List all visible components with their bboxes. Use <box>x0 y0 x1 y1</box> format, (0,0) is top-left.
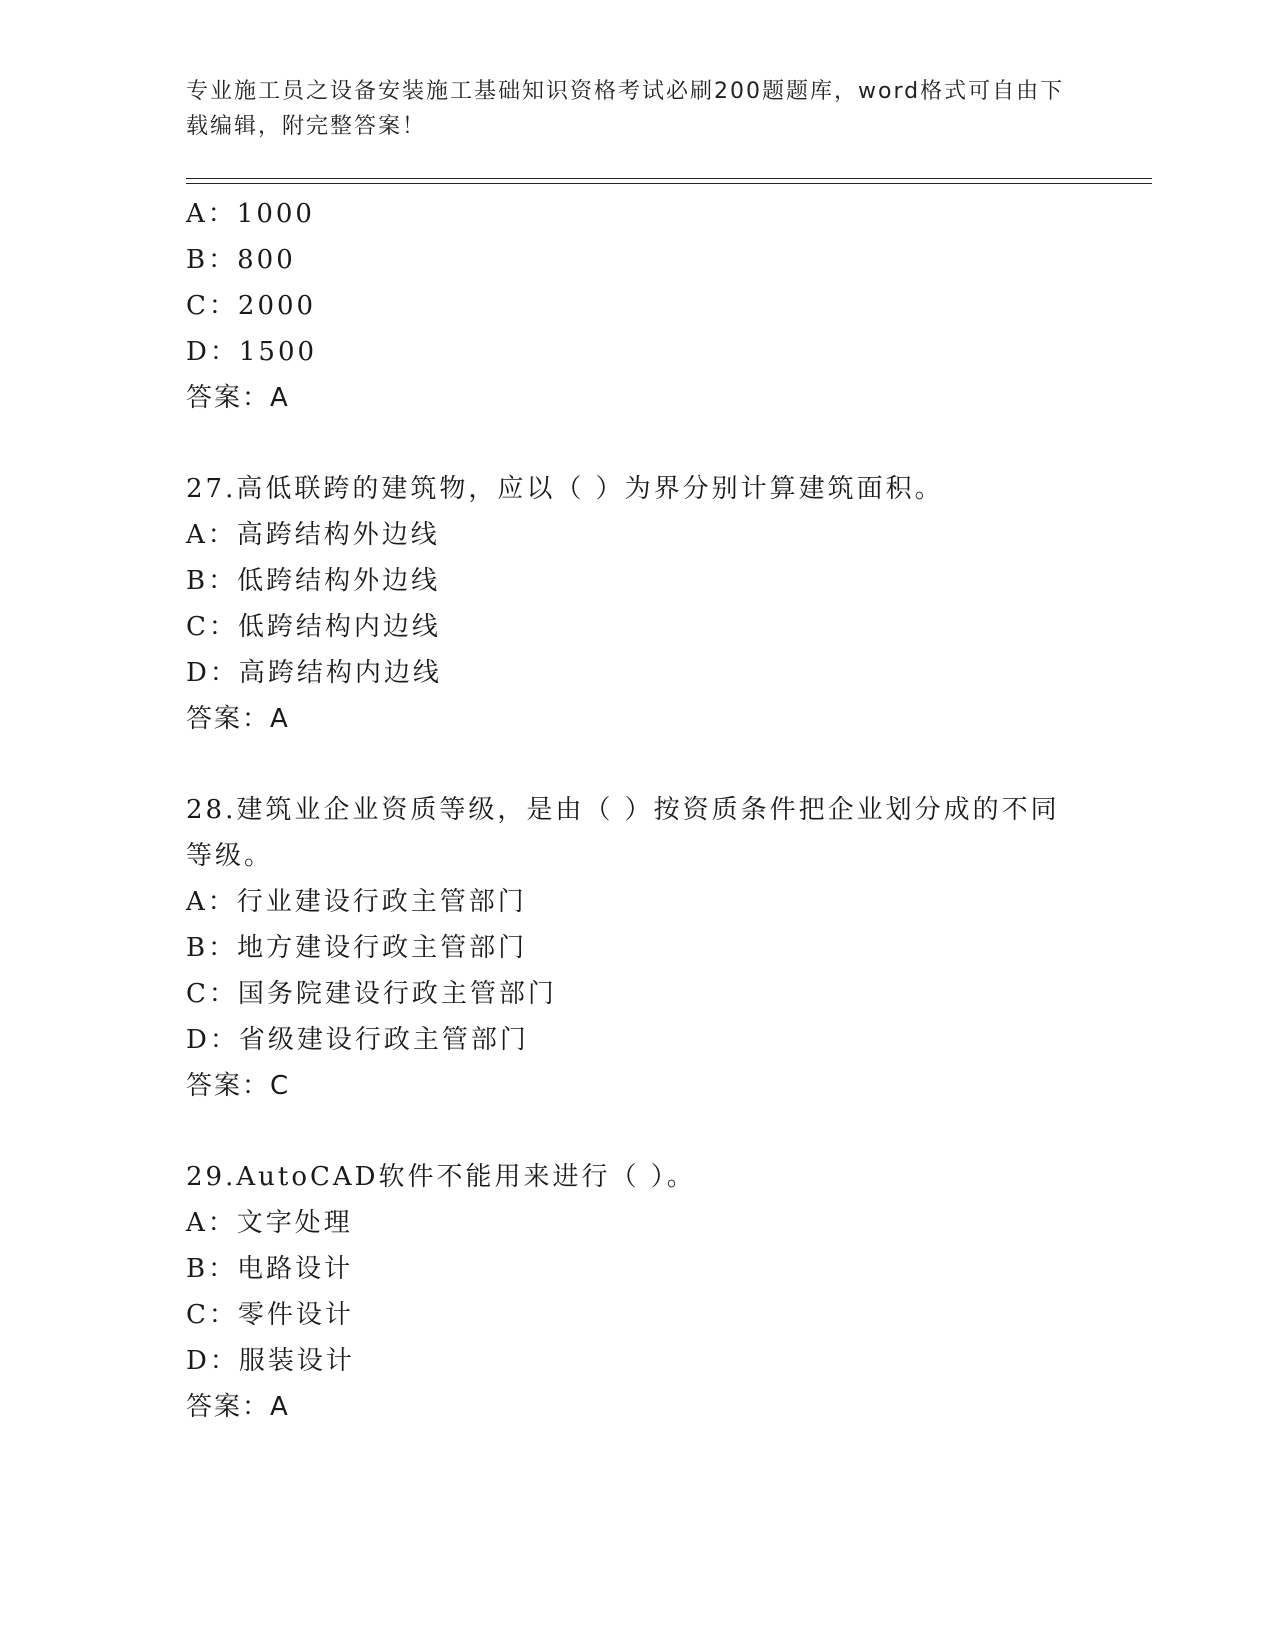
option-d: D：高跨结构内边线 <box>186 658 442 688</box>
option-b: B：电路设计 <box>186 1254 354 1284</box>
question-block <box>186 466 1086 742</box>
question-stem: 29.AutoCAD软件不能用来进行（ ）。 <box>186 1162 696 1192</box>
option-d: D：1500 <box>186 337 318 367</box>
question-stem: 28.建筑业企业资质等级，是由（ ）按资质条件把企业划分成的不同等级。 <box>186 795 1060 871</box>
option-d: D：省级建设行政主管部门 <box>186 1025 529 1055</box>
question-stem: 27.高低联跨的建筑物，应以（ ）为界分别计算建筑面积。 <box>186 474 944 504</box>
answer-line: 答案：C <box>186 1071 291 1101</box>
header-rule-bottom <box>186 183 1152 184</box>
question-block <box>186 1154 1086 1430</box>
option-a: A：1000 <box>186 199 315 229</box>
option-b: B：800 <box>186 245 296 275</box>
option-a: A：行业建设行政主管部门 <box>186 887 527 917</box>
answer-line: 答案：A <box>186 383 290 413</box>
question-list <box>186 191 1086 1430</box>
option-b: B：地方建设行政主管部门 <box>186 933 528 963</box>
answer-line: 答案：A <box>186 1392 290 1422</box>
question-block <box>186 191 1086 421</box>
option-a: A：文字处理 <box>186 1208 353 1238</box>
option-b: B：低跨结构外边线 <box>186 566 441 596</box>
answer-line: 答案：A <box>186 704 290 734</box>
option-a: A：高跨结构外边线 <box>186 520 440 550</box>
option-c: C：国务院建设行政主管部门 <box>186 979 557 1009</box>
option-d: D：服装设计 <box>186 1346 355 1376</box>
document-header: 专业施工员之设备安装施工基础知识资格考试必刷200题题库，word格式可自由下载编辑，附完整答案！ <box>186 79 1065 139</box>
header-rule-top <box>186 178 1152 179</box>
option-c: C：零件设计 <box>186 1300 354 1330</box>
question-block <box>186 787 1086 1109</box>
option-c: C：低跨结构内边线 <box>186 612 441 642</box>
option-c: C：2000 <box>186 291 317 321</box>
